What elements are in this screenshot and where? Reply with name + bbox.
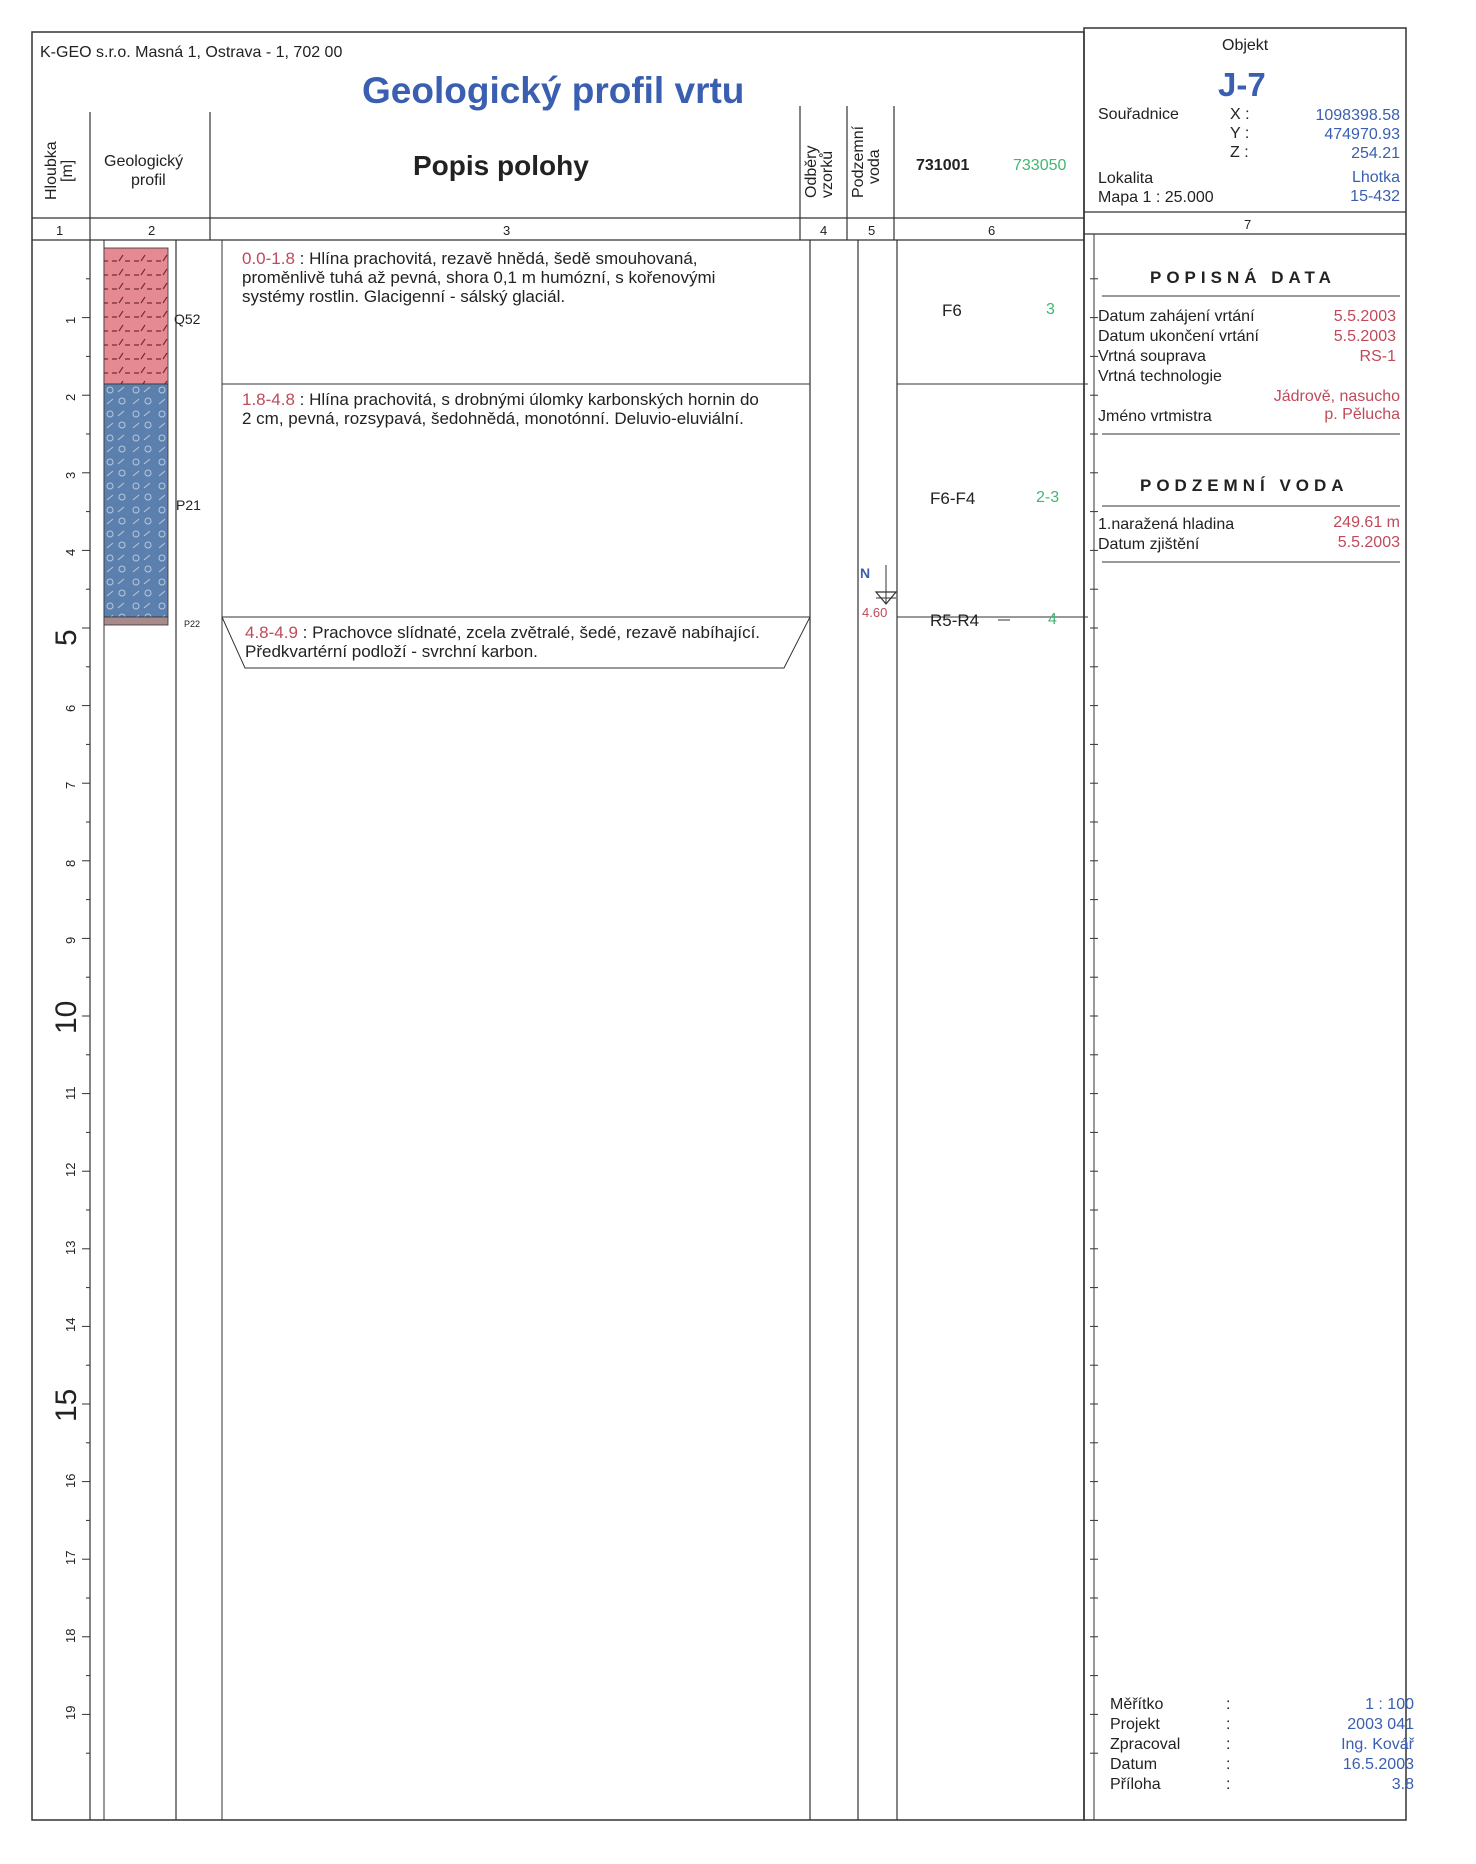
samples-header	[804, 146, 836, 198]
depth-label: 13	[63, 1240, 78, 1255]
depth-label: 17	[63, 1550, 78, 1566]
mapa-value: 15-432	[1350, 188, 1400, 205]
voda-label-2: Datum zjištění	[1098, 536, 1200, 553]
footer-value-4: 16.5.2003	[1342, 1756, 1414, 1773]
footer-label-2: Projekt	[1110, 1716, 1160, 1733]
objekt-label: Objekt	[1222, 37, 1269, 54]
popisna-value-4: Jádrově, nasucho	[1273, 388, 1400, 405]
depth-header-line2: [m]	[59, 159, 76, 182]
water-header-line1: Podzemní	[850, 125, 867, 198]
popisna-label-1: Datum zahájení vrtání	[1098, 308, 1255, 325]
depth-label: 3	[63, 471, 78, 479]
col-number-2: 2	[148, 223, 156, 238]
footer-label-5: Příloha	[1110, 1776, 1161, 1793]
popisna-label-4: Vrtná technologie	[1098, 368, 1222, 385]
col-number-6: 6	[988, 223, 996, 238]
voda-label-1: 1.naražená hladina	[1098, 516, 1235, 533]
layer-description-3: 4.8-4.9 : Prachovce slídnaté, zcela zvětralé, šedé, rezavě nabíhající. Předkvartérní podloží - svrchní karbon.	[245, 623, 761, 661]
depth-label: 2	[63, 393, 78, 402]
depth-label: 14	[63, 1317, 78, 1333]
coord-x-label: X :	[1230, 106, 1250, 123]
col-number-7: 7	[1244, 217, 1252, 232]
profile-code-3: P22	[184, 619, 201, 629]
layer-text: Prachovce slídnaté, zcela zvětralé, šedé, rezavě nabíhající. Předkvartérní podloží - svrchní karbon.	[245, 623, 761, 661]
footer-label-4: Datum	[1110, 1756, 1158, 1773]
page-title: Geologický profil vrtu	[362, 70, 745, 111]
coord-y-label: Y :	[1230, 125, 1250, 142]
samples-header-line1: Odběry	[803, 145, 820, 198]
layer-class-b-3: 4	[1048, 611, 1057, 628]
depth-label: 11	[63, 1086, 78, 1100]
profile-code-1: Q52	[174, 311, 201, 327]
depth-label: 6	[63, 704, 78, 712]
coordinates-label: Souřadnice	[1098, 106, 1179, 123]
layer-description-1: 0.0-1.8 : Hlína prachovitá, rezavě hnědá, šedě smouhovaná, proměnlivě tuhá až pevná, shora 0,1 m humózní, s kořenovými systémy rostlin. Glacigenní - sálský glaciál.	[242, 249, 716, 306]
profile-header-line1: Geologický	[104, 153, 184, 170]
coord-y-value: 474970.93	[1324, 126, 1400, 143]
popisna-label-3: Vrtná souprava	[1098, 348, 1206, 365]
layer-class-b-1: 3	[1046, 301, 1055, 318]
footer-value-1: 1 : 100	[1365, 1696, 1414, 1713]
class-code-a: 731001	[916, 157, 970, 174]
col-number-4: 4	[820, 223, 828, 238]
water-level-depth: 4.60	[862, 605, 888, 620]
mapa-label: Mapa 1 : 25.000	[1098, 189, 1214, 206]
depth-header	[44, 141, 76, 200]
popisna-value-3: RS-1	[1359, 348, 1396, 365]
layer-class-b-2: 2-3	[1036, 489, 1060, 506]
depth-label: 8	[63, 859, 78, 867]
coord-z-value: 254.21	[1351, 145, 1400, 162]
description-header: Popis polohy	[413, 150, 589, 181]
footer-label-1: Měřítko	[1110, 1696, 1164, 1713]
depth-label: 16	[63, 1473, 78, 1488]
footer-colon-1: :	[1226, 1696, 1231, 1713]
depth-header-line1: Hloubka	[43, 141, 60, 200]
layer-class-a-1: F6	[942, 301, 962, 320]
layer-class-a-3: R5-R4	[930, 611, 980, 630]
coord-x-value: 1098398.58	[1315, 107, 1400, 124]
popisna-value-2: 5.5.2003	[1333, 328, 1396, 345]
voda-value-1: 249.61 m	[1333, 514, 1400, 531]
layer-code: 1.8-4.8	[242, 390, 295, 409]
depth-label: 19	[63, 1705, 78, 1721]
col-number-5: 5	[868, 223, 876, 238]
profile-header-line2: profil	[131, 172, 166, 189]
footer-label-3: Zpracoval	[1110, 1736, 1181, 1753]
coord-z-label: Z :	[1230, 144, 1249, 161]
depth-label: 4	[63, 549, 78, 557]
depth-label: 10	[50, 1000, 83, 1034]
class-code-b: 733050	[1013, 157, 1067, 174]
depth-label: 15	[50, 1388, 83, 1422]
water-header-line2: voda	[866, 149, 883, 184]
depth-label: 12	[63, 1162, 78, 1178]
objekt-value: J-7	[1218, 66, 1266, 103]
popisna-label-5: Jméno vrtmistra	[1098, 408, 1212, 425]
footer-colon-2: :	[1226, 1716, 1231, 1733]
layer-text: Hlína prachovitá, s drobnými úlomky karbonských hornin do 2 cm, pevná, rozsypavá, šedohnědá, monotónní. Deluvio-eluviální.	[242, 390, 759, 428]
popisna-value-5: p. Pělucha	[1324, 406, 1400, 423]
layer-description-2: 1.8-4.8 : Hlína prachovitá, s drobnými úlomky karbonských hornin do 2 cm, pevná, rozsypavá, šedohnědá, monotónní. Deluvio-eluviální.	[242, 390, 759, 428]
depth-label: 5	[50, 629, 83, 646]
popisna-value-1: 5.5.2003	[1333, 308, 1396, 325]
layer-code: 4.8-4.9	[245, 623, 298, 642]
depth-label: 1	[63, 316, 78, 324]
col-number-3: 3	[503, 223, 511, 238]
water-level-symbol: N	[860, 565, 871, 581]
popisna-label-2: Datum ukončení vrtání	[1098, 328, 1259, 345]
company-address: K-GEO s.r.o. Masná 1, Ostrava - 1, 702 00	[40, 44, 343, 61]
footer-colon-4: :	[1226, 1756, 1231, 1773]
footer-value-5: 3.8	[1391, 1776, 1414, 1793]
layer-code: 0.0-1.8	[242, 249, 295, 268]
footer-colon-3: :	[1226, 1736, 1231, 1753]
depth-label: 9	[63, 937, 78, 945]
depth-label: 7	[63, 781, 78, 790]
podzemni-voda-title: PODZEMNÍ VODA	[1140, 476, 1349, 495]
layer-text: Hlína prachovitá, rezavě hnědá, šedě smouhovaná, proměnlivě tuhá až pevná, shora 0,1 m humózní, s kořenovými systémy rostlin. Glacigenní - sálský glaciál.	[242, 249, 716, 306]
samples-header-line2: vzorků	[819, 150, 836, 198]
footer-value-2: 2003 041	[1347, 1716, 1414, 1733]
lokalita-label: Lokalita	[1098, 170, 1154, 187]
depth-label: 18	[63, 1628, 78, 1643]
voda-value-2: 5.5.2003	[1337, 534, 1400, 551]
layer-class-a-2: F6-F4	[930, 489, 976, 508]
lokalita-value: Lhotka	[1351, 169, 1400, 186]
popisna-data-title: POPISNÁ DATA	[1150, 268, 1336, 287]
footer-colon-5: :	[1226, 1776, 1231, 1793]
footer-value-3: Ing. Kovář	[1341, 1736, 1414, 1753]
profile-code-2: P21	[176, 497, 201, 513]
col-number-1: 1	[56, 223, 64, 238]
water-header	[851, 126, 883, 198]
